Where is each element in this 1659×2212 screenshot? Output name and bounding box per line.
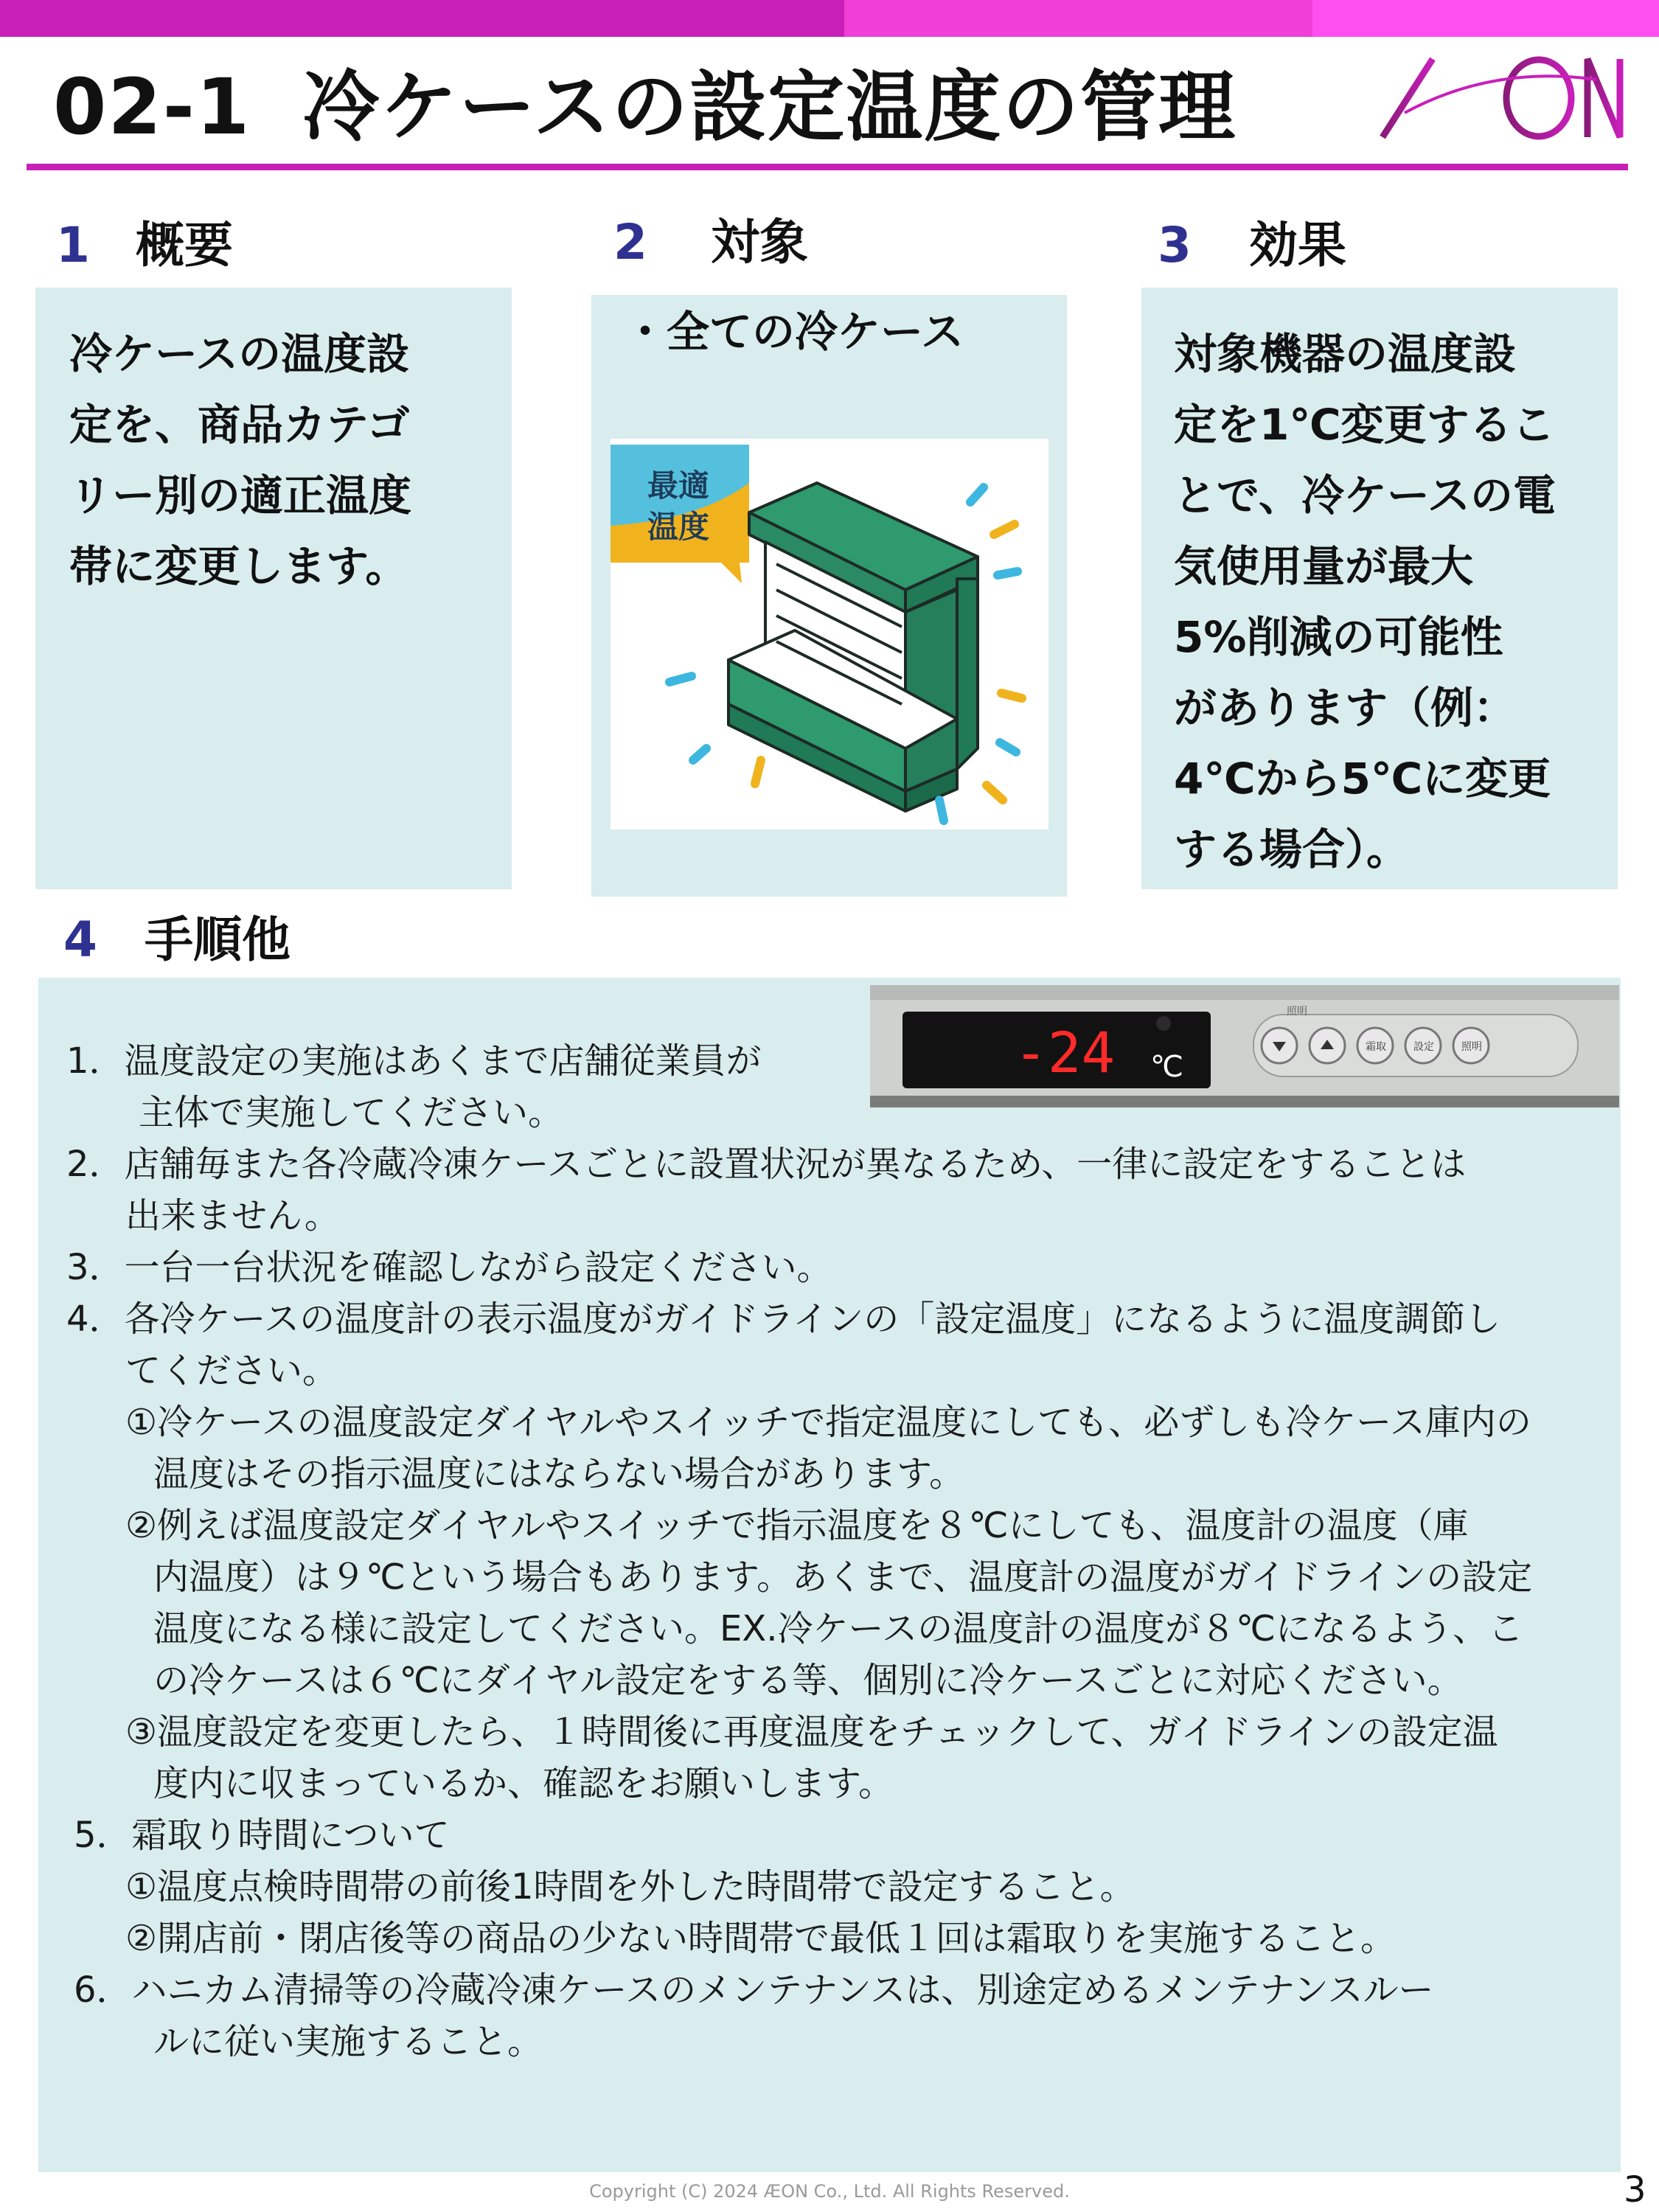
list-item: 2．店舗毎また各冷蔵冷凍ケースごとに設置状況が異なるため、一律に設定をすることは xyxy=(66,1144,1467,1185)
section-heading-overview xyxy=(56,212,233,279)
refrigerated-showcase-icon xyxy=(611,439,1048,830)
list-item: 出来ません。 xyxy=(125,1195,340,1237)
section-heading-effect xyxy=(1158,212,1346,279)
top-bar-segment xyxy=(844,0,1312,37)
section-number: 2 xyxy=(613,214,647,271)
list-item: 5．霜取り時間について xyxy=(74,1815,450,1856)
page-title xyxy=(53,52,1343,162)
thermostat-button-label: 照明 xyxy=(1461,1041,1482,1053)
thermostat-button-label: 霜取 xyxy=(1366,1041,1386,1053)
list-item: ルに従い実施すること。 xyxy=(153,2021,543,2062)
top-bar-segment xyxy=(1312,0,1659,37)
title-code: 02-1 xyxy=(53,62,251,152)
list-item: ①冷ケースの温度設定ダイヤルやスイッチで指定温度にしても、必ずしも冷ケース庫内の xyxy=(125,1402,1531,1443)
list-item: ②開店前・閉店後等の商品の少ない時間帯で最低１回は霜取りを実施すること。 xyxy=(125,1918,1397,1959)
list-item: ②例えば温度設定ダイヤルやスイッチで指示温度を８℃にしても、温度計の温度（庫 xyxy=(125,1505,1469,1546)
thermostat-reading: -24 xyxy=(1014,1020,1116,1085)
copyright: Copyright (C) 2024 ÆON Co., Ltd. All Rights Reserved. xyxy=(589,2181,1070,2202)
title-divider xyxy=(27,164,1628,170)
thermostat-button-label: 設定 xyxy=(1413,1041,1434,1053)
thermostat-unit: ℃ xyxy=(1150,1050,1183,1084)
thermostat-display xyxy=(870,985,1619,1107)
list-item: 4．各冷ケースの温度計の表示温度がガイドラインの「設定温度」になるように温度調節し xyxy=(66,1298,1501,1340)
title-text: 冷ケースの設定温度の管理 xyxy=(302,62,1237,152)
list-item: 6．ハニカム清掃等の冷蔵冷凍ケースのメンテナンスは、別途定めるメンテナンスルー xyxy=(74,1969,1434,2011)
list-item: 主体で実施してください。 xyxy=(139,1092,564,1133)
illustration-label-1: 最適 xyxy=(647,467,710,504)
top-color-bar xyxy=(0,0,1659,37)
list-item: ①温度点検時間帯の前後1時間を外した時間帯で設定すること。 xyxy=(125,1866,1135,1907)
illustration-label-2: 温度 xyxy=(647,509,710,545)
list-item: ③温度設定を変更したら、１時間後に再度温度をチェックして、ガイドラインの設定温 xyxy=(125,1711,1498,1753)
section-number: 1 xyxy=(56,217,90,274)
section-number: 3 xyxy=(1158,217,1192,274)
overview-text: 冷ケースの温度設 定を、商品カテゴ リー別の適正温度 帯に変更します。 xyxy=(69,329,412,591)
aeon-logo xyxy=(1375,50,1626,146)
section-title: 効果 xyxy=(1249,217,1346,274)
top-bar-segment xyxy=(0,0,844,37)
list-item: 温度になる様に設定してください。EX.冷ケースの温度計の温度が８℃になるよう、こ xyxy=(153,1608,1523,1649)
target-item: ・全ての冷ケース xyxy=(624,307,964,357)
section-heading-target xyxy=(613,209,808,276)
list-item: てください。 xyxy=(125,1350,338,1391)
page-number: 3 xyxy=(1624,2169,1646,2211)
section-title: 手順他 xyxy=(145,911,291,968)
thermostat-label: 照明 xyxy=(1287,1006,1307,1018)
section-title: 概要 xyxy=(136,217,233,274)
effect-text: 対象機器の温度設 定を1℃変更するこ とで、冷ケースの電 気使用量が最大 5%削減の可能性 があります（例： 4℃から5℃に変更 する場合）。 xyxy=(1174,329,1556,874)
list-item: 内温度）は９℃という場合もあります。あくまで、温度計の温度がガイドラインの設定 xyxy=(153,1557,1533,1598)
list-item: 温度はその指示温度にはならない場合があります。 xyxy=(153,1453,965,1495)
list-item: の冷ケースは６℃にダイヤル設定をする等、個別に冷ケースごとに対応ください。 xyxy=(153,1660,1463,1701)
list-item: 度内に収まっているか、確認をお願いします。 xyxy=(153,1763,894,1804)
section-title: 対象 xyxy=(711,214,808,271)
section-number: 4 xyxy=(63,911,97,968)
section-heading-procedure xyxy=(63,907,291,973)
list-item: 1．温度設定の実施はあくまで店舗従業員が xyxy=(66,1040,762,1082)
list-item: 3．一台一台状況を確認しながら設定ください。 xyxy=(66,1247,832,1288)
